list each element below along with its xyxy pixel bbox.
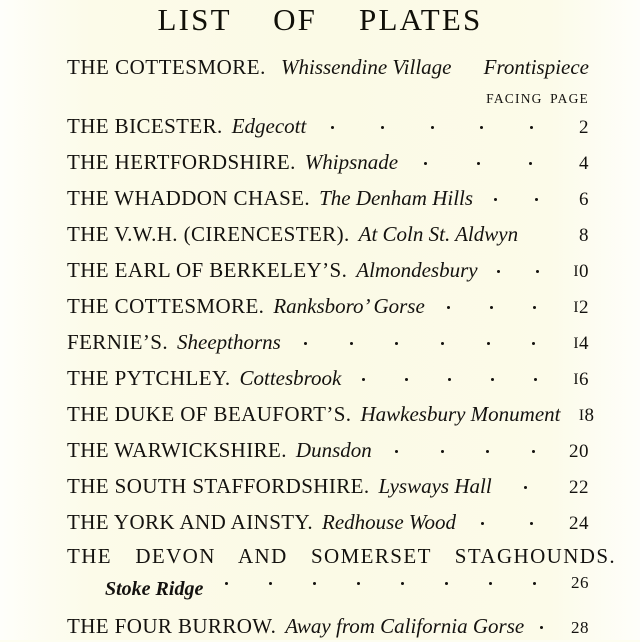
leader-dot: [481, 522, 484, 525]
hunt-name: THE WHADDON CHASE.: [67, 186, 311, 210]
hunt-name: THE EARL OF BERKELEY’S.: [67, 258, 348, 282]
leader-dot: [477, 162, 480, 165]
page-number: I6: [573, 369, 589, 390]
plate-location: Whissendine Village: [281, 55, 452, 79]
leader-dots: [473, 184, 555, 205]
page-number: I4: [573, 333, 589, 354]
leader-dot: [536, 270, 539, 273]
hunt-name: THE PYTCHLEY.: [67, 366, 231, 390]
page-number: 20: [569, 441, 589, 462]
leader-dots: [456, 508, 555, 529]
plate-location: Almondesbury: [356, 258, 478, 282]
leader-dots: [518, 220, 555, 241]
leader-dots: [425, 292, 555, 313]
leader-dot: [350, 342, 353, 345]
plate-entry: [67, 612, 589, 642]
hunt-name: THE COTTESMORE.: [67, 55, 266, 79]
leader-dot: [313, 582, 316, 585]
leader-dot: [530, 522, 533, 525]
leader-dot: [362, 378, 365, 381]
plate-location: Stoke Ridge: [105, 578, 204, 600]
leader-dot: [533, 582, 536, 585]
hunt-name: THE V.W.H. (CIRENCESTER).: [67, 222, 350, 246]
hunt-name: FERNIE’S.: [67, 330, 169, 354]
plate-entry: [67, 472, 589, 502]
page-title: LIST OF PLATES: [157, 2, 483, 37]
plate-entry: [67, 328, 589, 358]
leader-dots: [203, 574, 555, 595]
plate-entry: [67, 364, 589, 394]
hunt-name: THE COTTESMORE.: [67, 294, 265, 318]
leader-dot: [441, 450, 444, 453]
leader-dot: [447, 306, 450, 309]
plate-entry: [67, 292, 589, 322]
leader-dot: [405, 378, 408, 381]
plate-entry-heading-line: [67, 544, 617, 574]
leader-dot: [524, 486, 527, 489]
leader-dots: [524, 612, 555, 633]
leader-dot: [490, 306, 493, 309]
page-number: 4: [579, 153, 589, 174]
plate-location: The Denham Hills: [319, 186, 474, 210]
leader-dot: [530, 126, 533, 129]
leader-dot: [431, 126, 434, 129]
plate-location: Cottesbrook: [239, 366, 342, 390]
leader-dot: [225, 582, 228, 585]
leader-dot: [532, 342, 535, 345]
plate-entry: [67, 256, 589, 286]
plate-location: Dunsdon: [295, 438, 372, 462]
plate-location: Edgecott: [231, 114, 307, 138]
page-number: 24: [569, 513, 589, 534]
frontispiece-entry: [67, 55, 589, 81]
leader-dot: [448, 378, 451, 381]
leader-dot: [486, 450, 489, 453]
leader-dot: [480, 126, 483, 129]
page-number: I2: [573, 297, 589, 318]
leader-dot: [395, 450, 398, 453]
leader-dot: [535, 198, 538, 201]
leader-dots: [492, 472, 555, 493]
leader-dot: [381, 126, 384, 129]
plate-location: Away from California Gorse: [285, 614, 525, 638]
page-number: I0: [573, 261, 589, 282]
hunt-name: THE SOUTH STAFFORDSHIRE.: [67, 474, 370, 498]
hunt-name: THE FOUR BURROW.: [67, 614, 277, 638]
hunt-name: THE BICESTER.: [67, 114, 223, 138]
leader-dots: [341, 364, 555, 385]
plate-entry: [67, 436, 589, 466]
leader-dots: [306, 112, 555, 133]
leader-dot: [424, 162, 427, 165]
leader-dot: [534, 378, 537, 381]
leader-dot: [540, 626, 543, 629]
leader-dot: [487, 342, 490, 345]
hunt-name: THE YORK AND AINSTY.: [67, 510, 314, 534]
leader-dot: [445, 582, 448, 585]
leader-dot: [357, 582, 360, 585]
facing-page-column-header: FACING PAGE: [486, 91, 589, 106]
leader-dot: [441, 342, 444, 345]
page-number: 8: [579, 225, 589, 246]
plate-entry: [67, 184, 589, 214]
leader-dot: [497, 270, 500, 273]
plate-entry: [67, 400, 595, 430]
plate-location: Whipsnade: [304, 150, 399, 174]
leader-dot: [304, 342, 307, 345]
plate-entry: [67, 574, 589, 604]
leader-dot: [491, 378, 494, 381]
leader-dots: [478, 256, 555, 277]
page-number: 28: [571, 618, 589, 637]
plate-location: Sheepthorns: [177, 330, 281, 354]
page-number: 22: [569, 477, 589, 498]
leader-dot: [494, 198, 497, 201]
plate-location: Ranksboro’ Gorse: [273, 294, 425, 318]
plate-entry: [67, 508, 589, 538]
page-number: 6: [579, 189, 589, 210]
hunt-name: THE HERTFORDSHIRE.: [67, 150, 296, 174]
page-number: 2: [579, 117, 589, 138]
leader-dot: [395, 342, 398, 345]
plate-location: Lysways Hall: [378, 474, 492, 498]
plate-location: At Coln St. Aldwyn: [358, 222, 519, 246]
leader-dot: [532, 450, 535, 453]
plate-location: Redhouse Wood: [322, 510, 456, 534]
hunt-name: THE DUKE OF BEAUFORT’S.: [67, 402, 352, 426]
leader-dot: [401, 582, 404, 585]
plate-entry: [67, 112, 589, 142]
leader-dot: [533, 306, 536, 309]
plate-entry: [67, 220, 589, 250]
hunt-name: THE DEVON AND SOMERSET STAGHOUNDS.: [67, 544, 617, 568]
leader-dots: [372, 436, 555, 457]
page-number: 26: [571, 573, 589, 592]
leader-dot: [331, 126, 334, 129]
leader-dot: [269, 582, 272, 585]
page-reference: Frontispiece: [483, 55, 589, 79]
leader-dots: [398, 148, 555, 169]
plate-entry: [67, 148, 589, 178]
leader-dots: [281, 328, 555, 349]
leader-dot: [489, 582, 492, 585]
hunt-name: THE WARWICKSHIRE.: [67, 438, 287, 462]
page-number: I8: [578, 405, 595, 426]
leader-dot: [529, 162, 532, 165]
plate-location: Hawkesbury Monument: [360, 402, 561, 426]
